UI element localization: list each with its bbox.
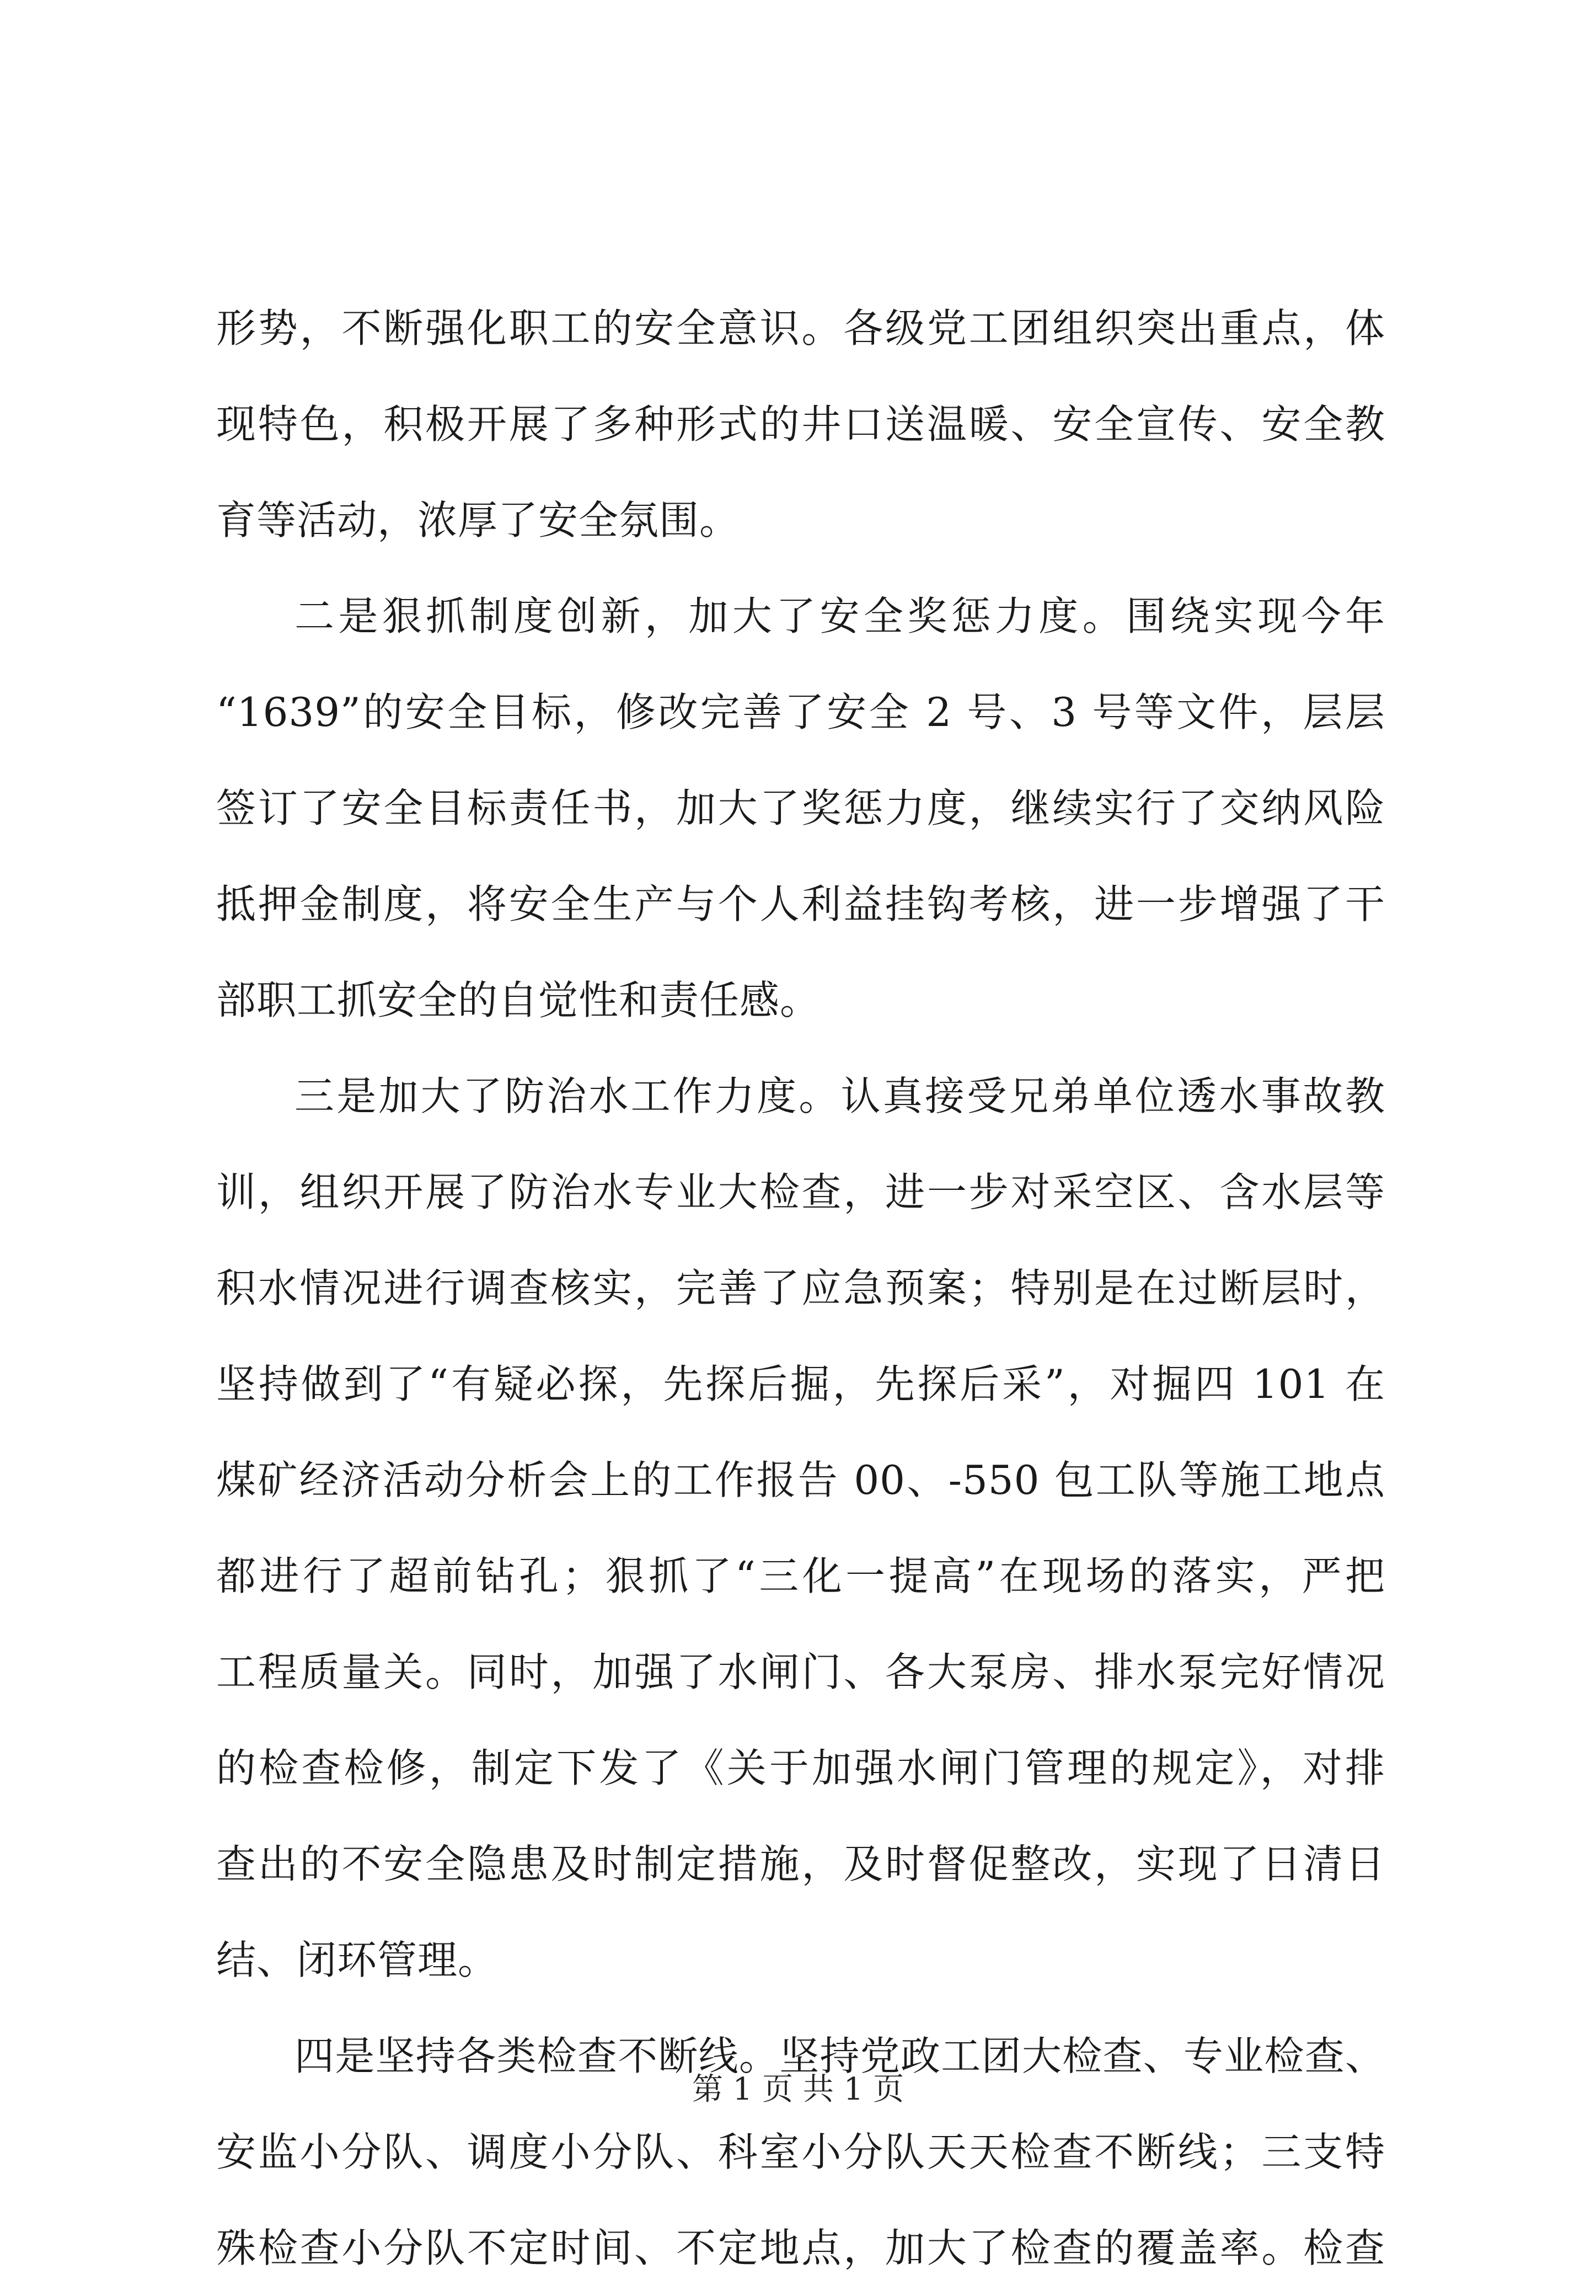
text-line: 训，组织开展了防治水专业大检查，进一步对采空区、含水层等 [216,1169,1385,1215]
text-line: 煤矿经济活动分析会上的工作报告 00、-550 包工队等施工地点 [216,1457,1385,1503]
page-number-label: 第 1 页 共 1 页 [692,2071,904,2107]
text-line: 都进行了超前钻孔；狠抓了“三化一提高”在现场的落实，严把 [216,1553,1385,1599]
paragraph-2 [216,568,1385,1048]
text-line: 结、闭环管理。 [216,1937,499,1983]
text-line: 查出的不安全隐患及时制定措施，及时督促整改，实现了日清日 [216,1841,1385,1887]
text-line: 育等活动，浓厚了安全氛围。 [216,497,740,543]
page-footer [0,2068,1596,2112]
text-line: 三是加大了防治水工作力度。认真接受兄弟单位透水事故教 [294,1073,1385,1119]
text-line: 形势，不断强化职工的安全意识。各级党工团组织突出重点，体 [216,305,1385,351]
text-line: 的检查检修，制定下发了《关于加强水闸门管理的规定》，对排 [216,1745,1385,1791]
text-line: 安监小分队、调度小分队、科室小分队天天检查不断线；三支特 [216,2129,1385,2175]
text-line: 积水情况进行调查核实，完善了应急预案；特别是在过断层时， [216,1265,1385,1311]
paragraph-4 [216,2008,1385,2296]
text-line: 抵押金制度，将安全生产与个人利益挂钩考核，进一步增强了干 [216,881,1385,927]
text-line: 坚持做到了“有疑必探，先探后掘，先探后采”，对掘四 101 在 [216,1361,1385,1407]
text-line: 部职工抓安全的自觉性和责任感。 [216,977,821,1023]
paragraph-3 [216,1048,1385,2008]
paragraph-1 [216,280,1385,568]
text-line: 签订了安全目标责任书，加大了奖惩力度，继续实行了交纳风险 [216,785,1385,831]
text-line: “1639”的安全目标，修改完善了安全 2 号、3 号等文件，层层 [216,689,1385,735]
document-body [216,280,1385,2296]
text-line: 二是狠抓制度创新，加大了安全奖惩力度。围绕实现今年 [294,593,1385,639]
text-line: 四是坚持各类检查不断线。坚持党政工团大检查、专业检查、 [294,2033,1385,2079]
text-line: 现特色，积极开展了多种形式的井口送温暖、安全宣传、安全教 [216,401,1385,447]
text-line: 工程质量关。同时，加强了水闸门、各大泵房、排水泵完好情况 [216,1649,1385,1695]
text-line: 殊检查小分队不定时间、不定地点，加大了检查的覆盖率。检查 [216,2225,1385,2271]
